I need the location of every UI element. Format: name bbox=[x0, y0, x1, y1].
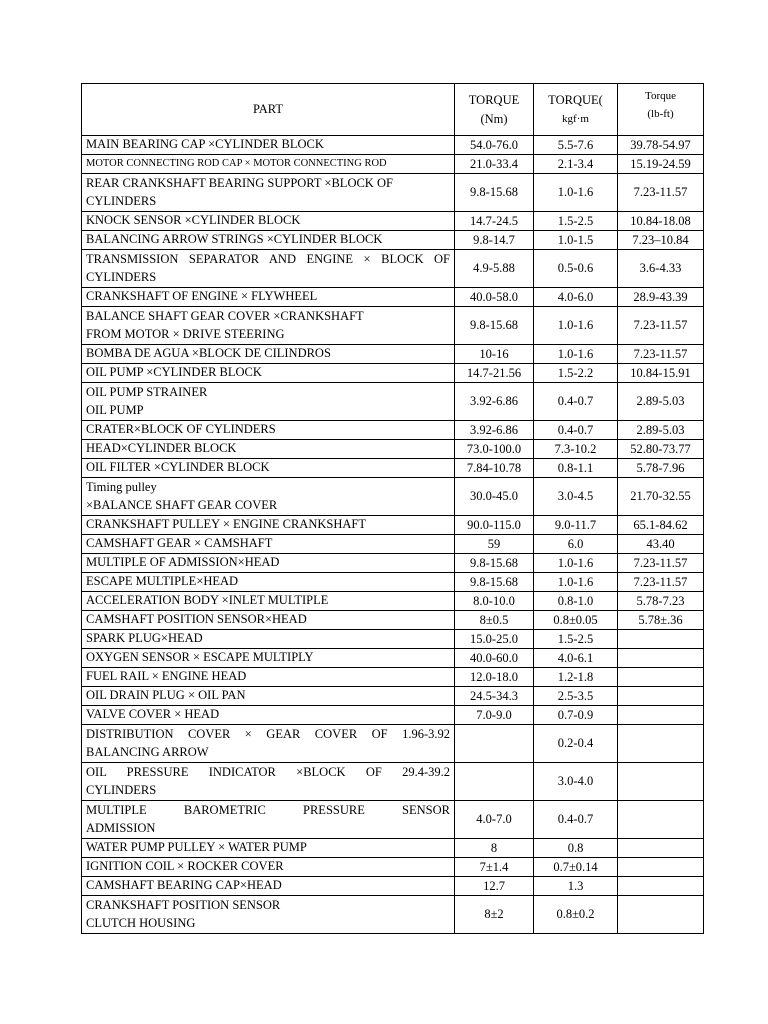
table-row bbox=[82, 421, 704, 440]
cell-torque-lbft: 39.78-54.97 bbox=[618, 136, 704, 155]
cell-torque-lbft: 28.9-43.39 bbox=[618, 288, 704, 307]
cell-torque-lbft: 2.89-5.03 bbox=[618, 421, 704, 440]
cell-torque-nm: 8 bbox=[455, 839, 534, 858]
cell-part bbox=[82, 649, 455, 668]
cell-part bbox=[82, 478, 455, 516]
cell-torque-kgfm: 0.8 bbox=[534, 839, 618, 858]
cell-torque-kgfm: 4.0-6.0 bbox=[534, 288, 618, 307]
part-line-2: FROM MOTOR × DRIVE STEERING bbox=[86, 326, 285, 341]
cell-torque-lbft: 7.23-11.57 bbox=[618, 554, 704, 573]
cell-torque-nm: 8±0.5 bbox=[455, 611, 534, 630]
cell-torque-lbft bbox=[618, 763, 704, 801]
cell-torque-kgfm: 9.0-11.7 bbox=[534, 516, 618, 535]
cell-torque-nm bbox=[455, 763, 534, 801]
part-line-1: OIL DRAIN PLUG × OIL PAN bbox=[86, 688, 246, 703]
cell-part bbox=[82, 554, 455, 573]
cell-part bbox=[82, 706, 455, 725]
table-row bbox=[82, 554, 704, 573]
cell-torque-nm: 30.0-45.0 bbox=[455, 478, 534, 516]
cell-torque-kgfm: 0.8-1.0 bbox=[534, 592, 618, 611]
cell-torque-nm: 14.7-24.5 bbox=[455, 212, 534, 231]
cell-torque-lbft bbox=[618, 630, 704, 649]
cell-torque-lbft: 5.78-7.96 bbox=[618, 459, 704, 478]
table-body bbox=[82, 136, 704, 934]
cell-torque-nm: 7.84-10.78 bbox=[455, 459, 534, 478]
table-header bbox=[82, 84, 704, 136]
cell-torque-kgfm: 1.2-1.8 bbox=[534, 668, 618, 687]
cell-torque-kgfm: 1.3 bbox=[534, 877, 618, 896]
cell-torque-nm: 8.0-10.0 bbox=[455, 592, 534, 611]
cell-torque-kgfm: 2.5-3.5 bbox=[534, 687, 618, 706]
part-line-2: ×BALANCE SHAFT GEAR COVER bbox=[86, 497, 278, 512]
table-row bbox=[82, 288, 704, 307]
table-row bbox=[82, 725, 704, 763]
table-row bbox=[82, 896, 704, 934]
table-row bbox=[82, 668, 704, 687]
table-row bbox=[82, 535, 704, 554]
table-row bbox=[82, 364, 704, 383]
table-row bbox=[82, 459, 704, 478]
part-line-1: BALANCING ARROW STRINGS ×CYLINDER BLOCK bbox=[86, 232, 383, 247]
part-line-1: SPARK PLUG×HEAD bbox=[86, 631, 203, 646]
part-line-1: REAR CRANKSHAFT BEARING SUPPORT ×BLOCK OF bbox=[86, 175, 393, 190]
table-row bbox=[82, 611, 704, 630]
cell-torque-kgfm: 1.5-2.5 bbox=[534, 630, 618, 649]
cell-torque-kgfm: 3.0-4.5 bbox=[534, 478, 618, 516]
cell-torque-nm: 90.0-115.0 bbox=[455, 516, 534, 535]
cell-torque-lbft: 7.23-11.57 bbox=[618, 345, 704, 364]
part-line-1: MOTOR CONNECTING ROD CAP × MOTOR CONNECTING ROD bbox=[86, 158, 387, 170]
cell-torque-kgfm: 0.7±0.14 bbox=[534, 858, 618, 877]
table-row bbox=[82, 136, 704, 155]
part-line-1: CRANKSHAFT POSITION SENSOR bbox=[86, 897, 281, 912]
cell-torque-nm: 24.5-34.3 bbox=[455, 687, 534, 706]
part-line-2: CYLINDERS bbox=[86, 193, 157, 208]
torque-spec-table bbox=[81, 83, 704, 934]
cell-torque-lbft bbox=[618, 687, 704, 706]
header-torque-nm: TORQUE (Nm) bbox=[455, 84, 534, 136]
cell-part bbox=[82, 231, 455, 250]
cell-part bbox=[82, 174, 455, 212]
part-line-1: CRANKSHAFT OF ENGINE × FLYWHEEL bbox=[86, 289, 318, 304]
cell-torque-kgfm: 1.0-1.6 bbox=[534, 174, 618, 212]
cell-torque-lbft: 52.80-73.77 bbox=[618, 440, 704, 459]
cell-part bbox=[82, 896, 455, 934]
cell-torque-kgfm: 0.8-1.1 bbox=[534, 459, 618, 478]
cell-part bbox=[82, 801, 455, 839]
cell-torque-nm: 14.7-21.56 bbox=[455, 364, 534, 383]
part-line-1: BOMBA DE AGUA ×BLOCK DE CILINDROS bbox=[86, 346, 331, 361]
cell-torque-nm: 9.8-15.68 bbox=[455, 307, 534, 345]
cell-torque-lbft bbox=[618, 858, 704, 877]
table-row bbox=[82, 877, 704, 896]
part-line-1: VALVE COVER × HEAD bbox=[86, 707, 220, 722]
cell-torque-nm bbox=[455, 725, 534, 763]
cell-torque-lbft: 2.89-5.03 bbox=[618, 383, 704, 421]
cell-part bbox=[82, 155, 455, 174]
cell-part bbox=[82, 592, 455, 611]
header-torque-kgfm: TORQUE( kgf·m bbox=[534, 84, 618, 136]
part-line-1: OIL FILTER ×CYLINDER BLOCK bbox=[86, 460, 270, 475]
cell-torque-nm: 8±2 bbox=[455, 896, 534, 934]
cell-part bbox=[82, 630, 455, 649]
table-row bbox=[82, 706, 704, 725]
table-row bbox=[82, 231, 704, 250]
cell-torque-nm: 9.8-14.7 bbox=[455, 231, 534, 250]
table-row bbox=[82, 687, 704, 706]
part-line-1: CAMSHAFT POSITION SENSOR×HEAD bbox=[86, 612, 307, 627]
cell-part bbox=[82, 725, 455, 763]
table-row bbox=[82, 516, 704, 535]
cell-torque-lbft bbox=[618, 839, 704, 858]
header-part: PART bbox=[82, 84, 455, 136]
part-line-2: ADMISSION bbox=[86, 820, 156, 835]
cell-torque-kgfm: 5.5-7.6 bbox=[534, 136, 618, 155]
cell-torque-lbft: 7.23-11.57 bbox=[618, 573, 704, 592]
table-row bbox=[82, 858, 704, 877]
cell-torque-lbft: 7.23-11.57 bbox=[618, 307, 704, 345]
cell-torque-lbft bbox=[618, 801, 704, 839]
cell-torque-nm: 54.0-76.0 bbox=[455, 136, 534, 155]
cell-part bbox=[82, 611, 455, 630]
part-line-1: HEAD×CYLINDER BLOCK bbox=[86, 441, 237, 456]
cell-torque-lbft: 10.84-18.08 bbox=[618, 212, 704, 231]
part-line-1: DISTRIBUTION COVER × GEAR COVER OF 1.96-3.92 bbox=[86, 726, 450, 741]
part-line-1: TRANSMISSION SEPARATOR AND ENGINE × BLOCK OF bbox=[86, 251, 450, 266]
table-row bbox=[82, 345, 704, 364]
cell-torque-kgfm: 4.0-6.1 bbox=[534, 649, 618, 668]
cell-part bbox=[82, 668, 455, 687]
cell-torque-kgfm: 2.1-3.4 bbox=[534, 155, 618, 174]
cell-torque-kgfm: 0.5-0.6 bbox=[534, 250, 618, 288]
table-row bbox=[82, 174, 704, 212]
cell-torque-kgfm: 0.7-0.9 bbox=[534, 706, 618, 725]
part-line-1: OIL PRESSURE INDICATOR ×BLOCK OF 29.4-39.2 bbox=[86, 764, 450, 779]
cell-part bbox=[82, 573, 455, 592]
cell-torque-lbft bbox=[618, 668, 704, 687]
cell-torque-lbft: 3.6-4.33 bbox=[618, 250, 704, 288]
table-row bbox=[82, 155, 704, 174]
cell-torque-lbft: 10.84-15.91 bbox=[618, 364, 704, 383]
cell-torque-lbft bbox=[618, 877, 704, 896]
cell-part bbox=[82, 858, 455, 877]
part-line-1: MULTIPLE OF ADMISSION×HEAD bbox=[86, 555, 280, 570]
cell-torque-lbft: 7.23–10.84 bbox=[618, 231, 704, 250]
cell-torque-kgfm: 1.0-1.5 bbox=[534, 231, 618, 250]
cell-part bbox=[82, 288, 455, 307]
table-row bbox=[82, 801, 704, 839]
part-line-1: ESCAPE MULTIPLE×HEAD bbox=[86, 574, 239, 589]
part-line-1: MAIN BEARING CAP ×CYLINDER BLOCK bbox=[86, 137, 324, 152]
cell-part bbox=[82, 535, 455, 554]
header-torque-lbft: Torque (lb-ft) bbox=[618, 84, 704, 136]
cell-torque-kgfm: 1.0-1.6 bbox=[534, 307, 618, 345]
cell-torque-nm: 40.0-58.0 bbox=[455, 288, 534, 307]
cell-torque-kgfm: 1.5-2.2 bbox=[534, 364, 618, 383]
cell-part bbox=[82, 136, 455, 155]
part-line-1: Timing pulley bbox=[86, 479, 157, 494]
part-line-2: CYLINDERS bbox=[86, 782, 157, 797]
cell-torque-lbft bbox=[618, 649, 704, 668]
part-line-1: MULTIPLE BAROMETRIC PRESSURE SENSOR bbox=[86, 802, 450, 817]
cell-torque-kgfm: 0.8±0.05 bbox=[534, 611, 618, 630]
part-line-1: BALANCE SHAFT GEAR COVER ×CRANKSHAFT bbox=[86, 308, 364, 323]
cell-torque-kgfm: 0.4-0.7 bbox=[534, 421, 618, 440]
cell-torque-kgfm: 0.2-0.4 bbox=[534, 725, 618, 763]
cell-torque-nm: 4.9-5.88 bbox=[455, 250, 534, 288]
cell-torque-nm: 12.0-18.0 bbox=[455, 668, 534, 687]
part-line-2: CYLINDERS bbox=[86, 269, 157, 284]
cell-torque-kgfm: 0.4-0.7 bbox=[534, 801, 618, 839]
table-row bbox=[82, 649, 704, 668]
cell-torque-lbft: 5.78-7.23 bbox=[618, 592, 704, 611]
cell-part bbox=[82, 763, 455, 801]
cell-torque-nm: 40.0-60.0 bbox=[455, 649, 534, 668]
cell-torque-lbft: 43.40 bbox=[618, 535, 704, 554]
cell-part bbox=[82, 421, 455, 440]
cell-torque-nm: 9.8-15.68 bbox=[455, 174, 534, 212]
cell-torque-nm: 3.92-6.86 bbox=[455, 421, 534, 440]
cell-torque-kgfm: 0.4-0.7 bbox=[534, 383, 618, 421]
cell-part bbox=[82, 687, 455, 706]
cell-torque-lbft: 15.19-24.59 bbox=[618, 155, 704, 174]
part-line-1: OIL PUMP STRAINER bbox=[86, 384, 208, 399]
cell-part bbox=[82, 440, 455, 459]
cell-torque-nm: 9.8-15.68 bbox=[455, 554, 534, 573]
cell-part bbox=[82, 345, 455, 364]
cell-part bbox=[82, 459, 455, 478]
part-line-1: CAMSHAFT GEAR × CAMSHAFT bbox=[86, 536, 273, 551]
cell-torque-nm: 59 bbox=[455, 535, 534, 554]
table-row bbox=[82, 592, 704, 611]
cell-torque-nm: 10-16 bbox=[455, 345, 534, 364]
part-line-1: IGNITION COIL × ROCKER COVER bbox=[86, 859, 284, 874]
cell-part bbox=[82, 383, 455, 421]
cell-part bbox=[82, 212, 455, 231]
cell-part bbox=[82, 516, 455, 535]
cell-part bbox=[82, 839, 455, 858]
cell-torque-nm: 9.8-15.68 bbox=[455, 573, 534, 592]
cell-torque-nm: 15.0-25.0 bbox=[455, 630, 534, 649]
cell-part bbox=[82, 307, 455, 345]
cell-torque-lbft: 21.70-32.55 bbox=[618, 478, 704, 516]
cell-torque-nm: 3.92-6.86 bbox=[455, 383, 534, 421]
cell-torque-lbft: 5.78±.36 bbox=[618, 611, 704, 630]
table-row bbox=[82, 307, 704, 345]
part-line-1: CAMSHAFT BEARING CAP×HEAD bbox=[86, 878, 282, 893]
table-row bbox=[82, 212, 704, 231]
table-row bbox=[82, 440, 704, 459]
cell-torque-lbft: 7.23-11.57 bbox=[618, 174, 704, 212]
table-row bbox=[82, 383, 704, 421]
cell-torque-nm: 21.0-33.4 bbox=[455, 155, 534, 174]
cell-part bbox=[82, 250, 455, 288]
cell-torque-nm: 7±1.4 bbox=[455, 858, 534, 877]
cell-torque-kgfm: 0.8±0.2 bbox=[534, 896, 618, 934]
part-line-1: KNOCK SENSOR ×CYLINDER BLOCK bbox=[86, 213, 301, 228]
part-line-2: OIL PUMP bbox=[86, 402, 144, 417]
part-line-1: OXYGEN SENSOR × ESCAPE MULTIPLY bbox=[86, 650, 314, 665]
cell-torque-kgfm: 6.0 bbox=[534, 535, 618, 554]
part-line-1: CRATER×BLOCK OF CYLINDERS bbox=[86, 422, 276, 437]
table-row bbox=[82, 839, 704, 858]
cell-torque-lbft: 65.1-84.62 bbox=[618, 516, 704, 535]
part-line-2: CLUTCH HOUSING bbox=[86, 915, 196, 930]
part-line-1: ACCELERATION BODY ×INLET MULTIPLE bbox=[86, 593, 329, 608]
cell-torque-lbft bbox=[618, 896, 704, 934]
part-line-2: BALANCING ARROW bbox=[86, 744, 209, 759]
table-row bbox=[82, 250, 704, 288]
cell-torque-kgfm: 3.0-4.0 bbox=[534, 763, 618, 801]
table-row bbox=[82, 478, 704, 516]
cell-torque-lbft bbox=[618, 706, 704, 725]
part-line-1: FUEL RAIL × ENGINE HEAD bbox=[86, 669, 247, 684]
cell-part bbox=[82, 364, 455, 383]
part-line-1: WATER PUMP PULLEY × WATER PUMP bbox=[86, 840, 307, 855]
part-line-1: OIL PUMP ×CYLINDER BLOCK bbox=[86, 365, 262, 380]
cell-torque-nm: 73.0-100.0 bbox=[455, 440, 534, 459]
table-row bbox=[82, 763, 704, 801]
part-line-1: CRANKSHAFT PULLEY × ENGINE CRANKSHAFT bbox=[86, 517, 366, 532]
cell-torque-nm: 4.0-7.0 bbox=[455, 801, 534, 839]
cell-torque-kgfm: 1.5-2.5 bbox=[534, 212, 618, 231]
cell-part bbox=[82, 877, 455, 896]
table-row bbox=[82, 630, 704, 649]
cell-torque-lbft bbox=[618, 725, 704, 763]
cell-torque-kgfm: 1.0-1.6 bbox=[534, 345, 618, 364]
cell-torque-nm: 12.7 bbox=[455, 877, 534, 896]
table-row bbox=[82, 573, 704, 592]
cell-torque-kgfm: 7.3-10.2 bbox=[534, 440, 618, 459]
cell-torque-nm: 7.0-9.0 bbox=[455, 706, 534, 725]
cell-torque-kgfm: 1.0-1.6 bbox=[534, 573, 618, 592]
cell-torque-kgfm: 1.0-1.6 bbox=[534, 554, 618, 573]
